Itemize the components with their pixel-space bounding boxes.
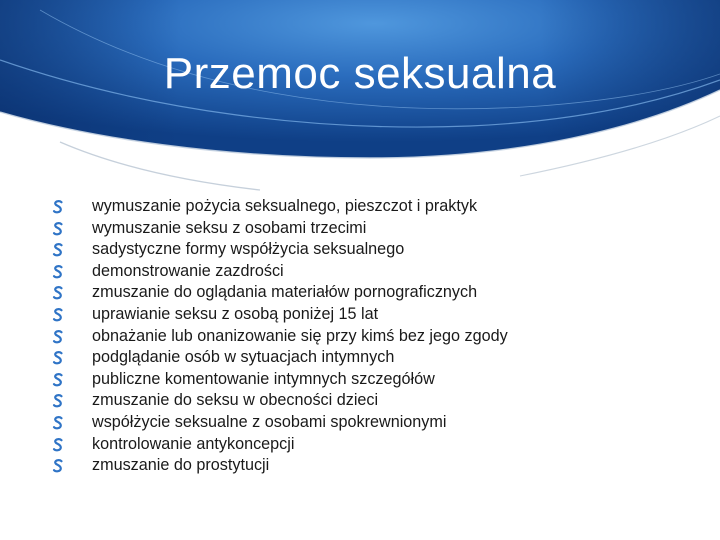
swirl-s-icon: [50, 415, 66, 431]
bullet-text: zmuszanie do prostytucji: [92, 456, 270, 475]
swirl-s-icon: [50, 307, 66, 323]
swirl-s-icon: [50, 437, 66, 453]
bullet-text: współżycie seksualne z osobami spokrewnionymi: [92, 412, 447, 431]
bullet-text: demonstrowanie zazdrości: [92, 261, 284, 280]
slide-title: Przemoc seksualna: [163, 49, 557, 98]
bullet-text: zmuszanie do seksu w obecności dzieci: [92, 391, 379, 410]
swirl-s-icon: [50, 221, 66, 237]
bullet-text: podglądanie osób w sytuacjach intymnych: [92, 348, 395, 367]
bullet-text: kontrolowanie antykoncepcji: [92, 434, 295, 453]
swirl-s-icon: [50, 350, 66, 366]
swirl-s-icon: [50, 199, 66, 215]
swirl-s-icon: [50, 458, 66, 474]
bullet-text: wymuszanie pożycia seksualnego, pieszczot i praktyk: [92, 197, 478, 215]
swirl-s-icon: [50, 285, 66, 301]
swirl-s-icon: [50, 242, 66, 258]
bullet-text: sadystyczne formy współżycia seksualnego: [92, 240, 405, 259]
bullet-text: publiczne komentowanie intymnych szczegółów: [92, 369, 435, 388]
swirl-s-icon: [50, 329, 66, 345]
swirl-s-icon: [50, 372, 66, 388]
bullet-text: wymuszanie seksu z osobami trzecimi: [92, 218, 367, 237]
bullet-text: obnażanie lub onanizowanie się przy kimś bez jego zgody: [92, 326, 508, 345]
bullet-text: uprawianie seksu z osobą poniżej 15 lat: [92, 304, 379, 323]
bullet-text: zmuszanie do oglądania materiałów pornograficznych: [92, 283, 478, 302]
swirl-s-icon: [50, 393, 66, 409]
swirl-s-icon: [50, 264, 66, 280]
